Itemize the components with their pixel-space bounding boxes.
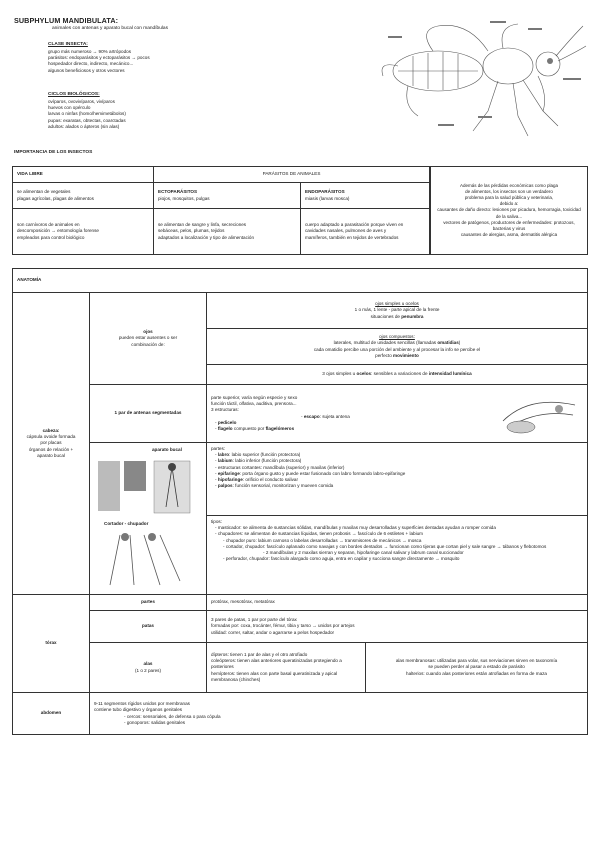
perdidas-cell: Además de las pérdidas económicas como plaga de alimentos, los insectos son un verdadero problema para la salud pública y veterinaria, debido a: causantes de daño directo: lesiones por picadura, hemorragia, toxicidad de la saliva... vectores de patógenos, productores de enfermedades: protozoos, bacterias y virus causantes de alergias, asma, dermatitis alérgica	[431, 167, 588, 255]
tres-ocelos-cell: 3 ojos simples u ocelos: sensibles a variaciones de intensidad lumínica	[207, 365, 588, 385]
endo-text: cuerpo adaptado a parasitación porque viven en cavidades nasales, pulmones de aves y mamíferos, también en tejidos de vertebrados	[301, 209, 430, 255]
ecto-head: ECTOPARÁSITOS piojos, mosquitos, pulgas	[154, 183, 301, 209]
ciclos-line: ovíparos, ovovivíparos, vivíparos	[48, 99, 115, 104]
clase-heading: CLASE INSECTA:	[48, 42, 88, 47]
cortador-chupador-label: Cortador - chupador	[104, 521, 149, 526]
mouthparts-illustration	[96, 457, 196, 517]
ciclos-lines	[48, 99, 126, 130]
patas-label: patas	[90, 611, 207, 643]
endo-head: ENDOPARÁSITOS miasis (larvas mosca)	[301, 183, 430, 209]
torax-partes-label: partes	[90, 595, 207, 611]
antenas-label: 1 par de antenas segmentadas	[90, 385, 207, 443]
vida-libre-row1: se alimentan de vegetales plagas agrícolas, plagas de alimentos	[13, 183, 154, 209]
alas-label-cell: alas (1 o 2 pares)	[90, 643, 207, 693]
ojos-cell: ojos pueden estar ausentes o ser combinación de:	[90, 293, 207, 385]
cortador-chupador-illustration	[100, 531, 196, 589]
cabeza-cell: cabeza: cápsula ovoide formada por placas órganos de relación + aparato bucal	[13, 293, 90, 595]
ciclos-line: larvas o ninfas (homo/hemimetábolos)	[48, 111, 126, 117]
ecto-text: se alimentan de sangre y linfa, secreciones sebáceas, pelos, plumas, tejidos adaptados a localización y tipo de alimentación	[154, 209, 301, 255]
ciclos-line: adultos: alados o ápteros (sin alas)	[48, 123, 120, 129]
torax-partes-value: protórax, mesotórax, metatórax	[207, 595, 588, 611]
ojos-compuestos-cell: ojos compuestos: laterales, multitud de unidades sencillas (llamadas omatidias) cada omatidio percibe una porción del ambiente y al procesar la info se percibe el perfecto movimiento	[207, 329, 588, 365]
alas-left-cell: dípteros: tienen 1 par de alas y el otro atrofiado coleópteros: tienen alas anteriores queratinizadas protegiendo a posteriores hemípteros: tienen alas con parte basal queratinizada y apical membranosa (chinches)	[207, 643, 366, 693]
anatomia-table	[12, 268, 588, 735]
parasitos-header: PARÁSITOS DE ANIMALES	[154, 167, 430, 183]
antenna-illustration	[499, 391, 579, 435]
importancia-heading: IMPORTANCIA DE LOS INSECTOS	[14, 150, 93, 155]
clase-lines	[48, 49, 150, 74]
ciclos-line: pupas: exaratas, obtectas, coarctadas	[48, 117, 126, 123]
alas-right-cell: alas membranosas: utilizadas para volar, sus nerviaciones sirven en taxonomía se pueden perder al pasar a estado de parásito halterios: cuando alas posteriores están atrofiadas en forma de maza	[366, 643, 588, 693]
vida-libre-row2: son carnívoros de animales en descomposición → entomología forense empleados para control biológico	[13, 209, 154, 255]
clase-line: algunos beneficiosos y otros vectores	[48, 67, 125, 73]
clase-line: parásitos: endoparásitos y ectoparásitos → pocos	[48, 55, 150, 61]
ocelos-cell: ojos simples u ocelos 1 o más, 1 lente - parte apical de la frente situaciones de penumbra	[207, 293, 588, 329]
page-subtitle: animales con antenas y aparato bucal con mandíbulas	[52, 26, 168, 31]
insect-anatomy-illustration	[378, 16, 588, 146]
aparato-bucal-label: aparato bucal	[152, 447, 182, 452]
torax-label: tórax	[13, 595, 90, 693]
importancia-table	[12, 166, 430, 255]
ciclos-line: huevos con opérculo	[48, 105, 91, 111]
ciclos-heading: CICLOS BIOLÓGICOS:	[48, 92, 100, 97]
vida-libre-header: VIDA LIBRE	[13, 167, 154, 183]
abdomen-label: abdomen	[13, 693, 90, 735]
bucal-cell: partes: - labro: labio superior (función protectora) - labium: labio inferior (función protectora) - estructuras cortantes: mandíbula (superior) y maxilas (inferior) - epifaringe: porta órgano gusto y puede estar fusionado con labro formando labro-epifaringe - hipofaringe: orificio el conducto salivar - palpos: función sensorial, monitorizan y mueven comida tipos: - masticador: se alimenta de sustancias sólidas, mandíbulas y maxilas muy desarrolladas y superficies dentadas ayudan a romper comida - chupadores: se alimentan de sustancias líquidas, tienen probosis → fascículo de 6 estiletes + labium - chupador puro: labium carnoso o labelas desarrolladas → transmisores de mecánicos → mosca - cortador, chupador: fascículo aplanado como navajas y con bordes dentados → funcionan como tijeras que cortan piel y sale sangre → tábanos y flebotomos - 2 mandíbulas y 2 maxilas sierran y separan, hipofaringe canal salivar y labrum canal succionador - perforador, chupador: fascículo alargado como aguja, entra en capilar y succiona sangre directamente → mosquito	[207, 443, 588, 595]
abdomen-cell: 9-11 segmentos rígidos unidos por membranas contiene tubo digestivo y órganos genitales - cercos: sensoriales, de defensa o para cópula - gonoporos: salidas genitales	[90, 693, 588, 735]
anatomia-heading: ANATOMÍA	[13, 269, 588, 293]
clase-line: hospedador directo, indirecto, mecánico...	[48, 61, 134, 67]
page-title: SUBPHYLUM MANDIBULATA:	[14, 16, 119, 25]
antenas-cell: parte superior, varía según especie y sexo función táctil, olfativa, auditiva, prensora... 3 estructuras: - escapo: sujeta antena - pedicelo - flagelo compuesto por flagelómeros	[207, 385, 588, 443]
patas-cell: 3 pares de patas, 1 par por parte del tórax formadas por: coxa, trocánter, fémur, tibia y tarso → unidos por artejos utilidad: correr, saltar, andar o agarrarse a pelos hospedador	[207, 611, 588, 643]
clase-line: grupo más numeroso → 90% artrópodos	[48, 49, 131, 54]
perdidas-table	[430, 166, 588, 255]
aparato-bucal-images	[90, 443, 207, 595]
